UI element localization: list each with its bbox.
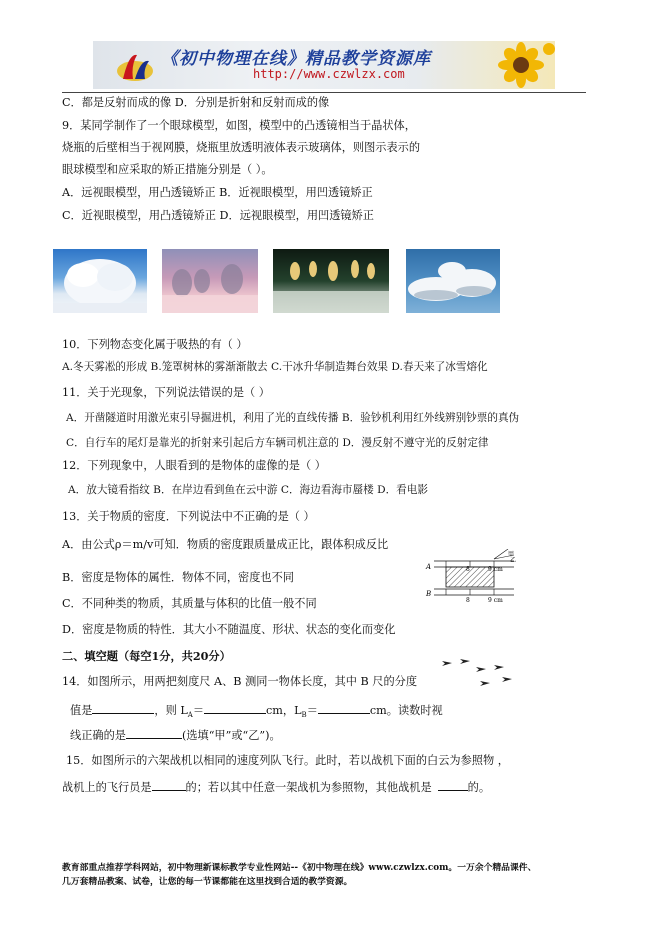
q11-options-ab: A．开凿隧道时用激光束引导掘进机，利用了光的直线传播 B．验钞机利用红外线辨别钞票的真伪 [66,412,520,424]
q13-option-c: C．不同种类的物质，其质量与体积的比值一般不同 [62,597,317,610]
page-footer [62,861,536,889]
q15-label-end: 的。 [467,781,491,794]
q9-options-ab: A．远视眼模型，用凸透镜矫正 B．近视眼模型，用凹透镜矫正 [62,186,373,199]
header-banner [93,41,555,89]
q15-blank-jets[interactable] [438,780,468,791]
fighter-jets-figure [440,655,520,693]
banner-url[interactable]: http://www.czwlzx.com [253,67,405,81]
q10-text: 10．下列物态变化属于吸热的有（ ） [62,338,248,351]
q11-text: 11．关于光现象，下列说法错误的是（ ） [62,386,270,399]
q14-label-la: ，则 L [154,704,188,717]
q12-options: A．放大镜看指纹 B．在岸边看到鱼在云中游 C．海边看海市蜃楼 D．看电影 [68,484,428,496]
q13-option-a: A．由公式ρ＝m/v可知．物质的密度跟质量成正比，跟体积成反比 [62,538,389,551]
photo-melting-ice [406,249,500,313]
label-ruler-a: A [426,563,432,571]
q14-blank-la[interactable] [204,703,266,714]
a-tick-9: 9 cm [488,566,503,573]
header-rule [62,92,586,93]
q14-sub-b: B [301,711,307,720]
q10-options: A.冬天雾凇的形成 B.笼罩树林的雾渐渐散去 C.干冰升华制造舞台效果 D.春天来了冰雪熔化 [62,361,488,373]
q14-blank-lb[interactable] [318,703,370,714]
q12-text: 12．下列现象中，人眼看到的是物体的虚像的是（ ） [62,459,326,472]
banner-title: 《初中物理在线》精品教学资源库 [161,49,431,69]
q14-label-reading: cm。读数时视 [369,704,443,717]
label-yi: 乙 [510,557,516,564]
site-logo-icon [115,49,155,83]
q14-blank-division[interactable] [92,703,154,714]
q15-blank-pilot[interactable] [152,780,186,791]
label-jia: 甲 [508,551,515,558]
label-ruler-b: B [426,590,432,598]
b-tick-8: 8 [466,597,470,604]
q9-text-2: 烧瓶的后壁相当于视网膜，烧瓶里放透明液体表示玻璃体，则图示表示的 [62,141,421,154]
q14-label-sight: 线正确的是 [70,729,126,742]
q14-label-division: 值是 [70,704,93,717]
q13-option-d: D．密度是物质的特性．其大小不随温度、形状、状态的变化而变化 [62,623,396,636]
q14-text-1: 14．如图所示，用两把刻度尺 A、B 测同一物体长度，其中 B 尺的分度 [62,675,418,688]
section-fill-in-title: 二、填空题（每空1分，共20分） [62,649,231,663]
b-tick-9: 9 cm [488,597,503,604]
q13-option-b: B．密度是物体的属性．物体不同，密度也不同 [62,571,294,584]
q14-text-2 [70,703,443,722]
q9-text-3: 眼球模型和应采取的矫正措施分别是（ ）。 [62,163,273,176]
footer-line-1: 教育部重点推荐学科网站，初中物理新课标教学专业性网站--《初中物理在线》www.czwlzx.com。一万余个精品课件、 [62,863,537,873]
q14-blank-sight[interactable] [126,728,182,739]
q15-text-2 [62,780,490,795]
q14-sub-a: A [187,711,193,720]
q14-label-choice: (选填“甲”或“乙”)。 [181,729,281,742]
q14-eq-b: ＝ [306,704,318,717]
photo-frosted-tree [53,249,147,313]
q14-text-3 [70,728,281,743]
q15-text-1: 15．如图所示的六架战机以相同的速度列队飞行。此时，若以战机下面的白云为参照物 ， [66,754,509,767]
q8-options-cd: C．都是反射而成的像 D．分别是折射和反射而成的像 [62,96,330,109]
q9-text-1: 9．某同学制作了一个眼球模型，如图，模型中的凸透镜相当于晶状体， [62,119,416,132]
q15-label-pilot: 战机上的飞行员是 [62,781,152,794]
photo-foggy-forest [162,249,258,313]
q14-label-lb: cm，L [266,704,302,717]
photo-stage-fog [273,249,389,313]
a-tick-8: 8 [466,566,470,573]
q14-eq-a: ＝ [192,704,205,717]
q13-text: 13．关于物质的密度．下列说法中不正确的是（ ） [62,510,315,523]
ruler-figure [424,549,516,609]
sunflower-icon [491,41,555,89]
q11-options-cd: C．自行车的尾灯是靠光的折射来引起后方车辆司机注意的 D．漫反射不遵守光的反射定律 [66,437,489,449]
q9-options-cd: C．近视眼模型，用凸透镜矫正 D．远视眼模型，用凹透镜矫正 [62,209,374,222]
q15-label-jets: 的；若以其中任意一架战机为参照物，其他战机是 [185,781,432,794]
footer-line-2: 几万套精品教案、试卷，让您的每一节课都能在这里找到合适的教学资源。 [62,877,353,887]
